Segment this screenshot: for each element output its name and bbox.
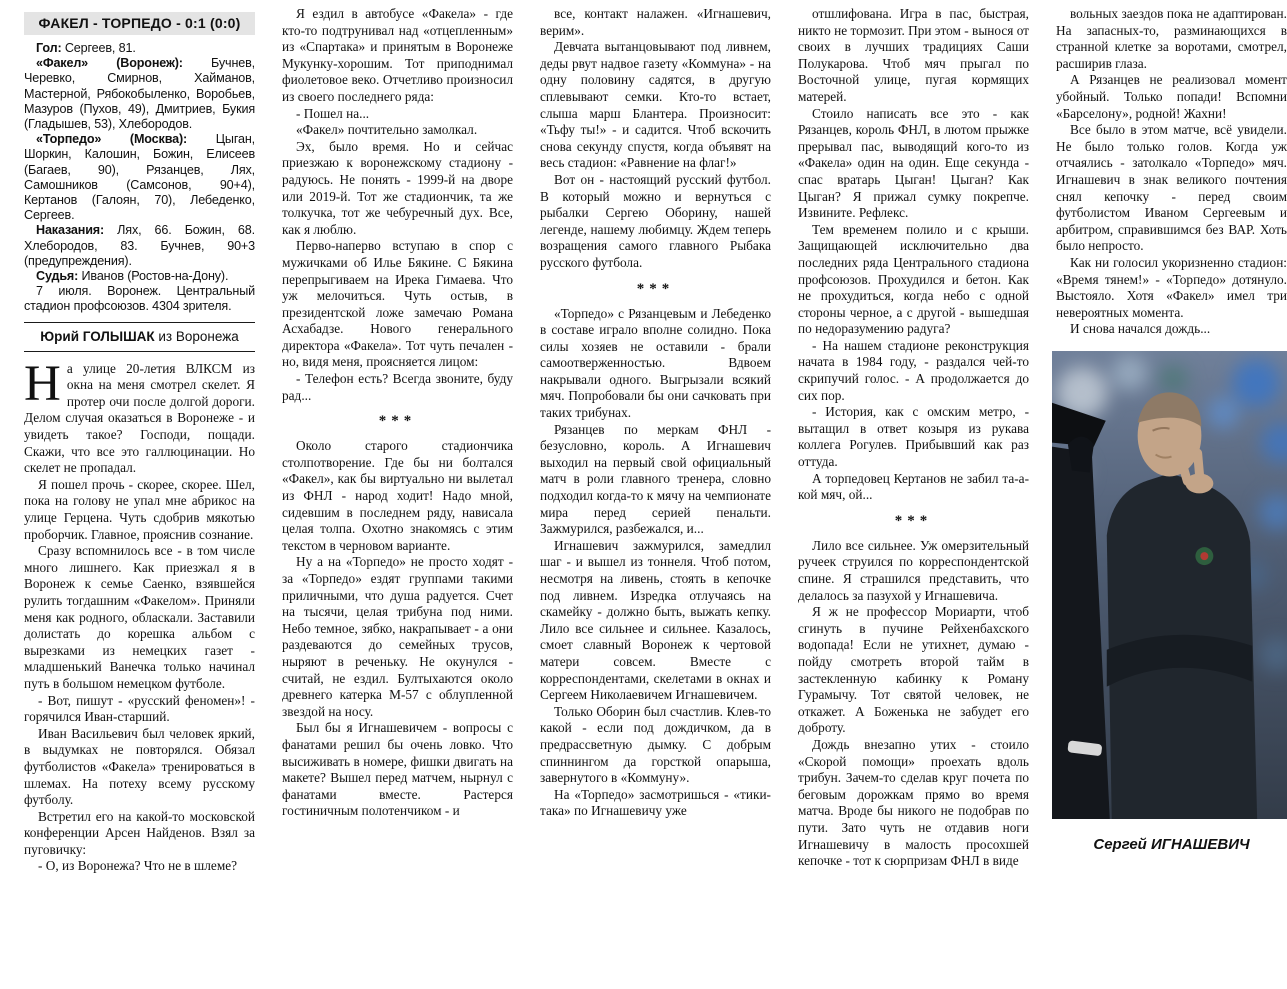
article-paragraph: На «Торпедо» засмотришься - «тики-така» по Игнашевичу уже: [540, 786, 771, 819]
article-paragraph: Сразу вспомнилось все - в том числе много лишнего. Как приезжал я в Воронеж к семье Саенко, взявшейся рулить тогдашним «Факелом». Приняли меня как родного, обласкали. Заставили долистать до корешка альбом с вырезками из немецких газет - младшенький Ванечка только начинал путь в большом немецком футболе.: [24, 543, 255, 691]
article-paragraph: - О, из Воронежа? Что не в шлеме?: [38, 858, 238, 874]
photo-caption: Сергей ИГНАШЕВИЧ: [1093, 835, 1250, 853]
article-paragraph: Был бы я Игнашевичем - вопросы с фанатами решил бы очень ловко. Что высиживать в номере, фишки двигать на макете? Вышел перед матчем, нырнул с фанатами вместе. Растерся гостиничным полотенчиком - и: [282, 720, 513, 819]
match-info-line: Наказания: Лях, 66. Божин, 68. Хлебородов, 83. Бучнев, 90+3 (предупреждения).: [24, 223, 255, 268]
article-paragraph: А торпедовец Кертанов не забил та-а-кой мяч, ой...: [798, 470, 1029, 503]
column-5-text: [1056, 6, 1287, 338]
article-paragraph: Около старого стадиончика столпотворение. Где бы ни болтался «Факел», как бы виртуально ни вылетал из ФНЛ - народ ходит! Надо мной, сидевшим в последнем ряду, нависала целая толпа. Охотно знакомясь с этим текстом в черновом варианте.: [282, 438, 513, 553]
article-paragraph: А Рязанцев не реализовал момент убойный. Только попади! Вспомни «Барселону», родной! Жахни!: [1056, 72, 1287, 121]
article-paragraph: Как ни голосил укоризненно стадион: «Время тянем!» - «Торпедо» дотянуло. Выстояло. Хотя «Факел» имел три невероятных момента.: [1056, 254, 1287, 320]
match-info-line: Судья: Иванов (Ростов-на-Дону).: [36, 269, 229, 284]
column-5: [1056, 0, 1287, 989]
column-4: [798, 0, 1029, 989]
article-paragraph: Рязанцев по меркам ФНЛ - безусловно, король. А Игнашевич выходил на первый свой официальный матч в роли главного тренера, словно подходил когда-то к мячу на чемпионате мира перед серией пенальти. Зажмурился, разбежался, и...: [540, 421, 771, 537]
article-paragraph: И снова начался дождь...: [1070, 321, 1211, 337]
article-paragraph: На улице 20-летия ВЛКСМ из окна на меня смотрел скелет. Я протер очи после долгой дороги. Делом случая оказаться в Воронеже - и увидеть такое? Господи, пощади. Скажи, что все это галлюцинации. Но скелет не пропадал.: [24, 355, 255, 476]
article-paragraph: Только Оборин был счастлив. Клев-то какой - если под дождичком, да в предрассветную дымку. С добрым спиннингом да горсткой опарыша, завернутого в «Коммуну».: [540, 703, 771, 786]
article-paragraph: Игнашевич зажмурился, замедлил шаг - и вышел из тоннеля. Чтоб потом, несмотря на ливень, стоять в кепочке под ливнем. Изредка отлучаясь на скамейку - должно быть, выжать кепку. Лило все сильнее и сильнее. Казалось, смоет славный Воронеж к чертовой матери совсем. Вместе с корреспондентами, скелетами в окнах и Сергеем Николаевичем Игнашевичем.: [540, 537, 771, 703]
article-paragraph: Стоило написать все это - как Рязанцев, король ФНЛ, в лютом прыжке прерывал пас, выводящий кого-то из «Факела» один на один. Еще секунда - спас вратарь Цыган! Цыган? Как Цыган? Я прижал сумку покрепче. Извините. Рефлекс.: [798, 105, 1029, 221]
byline-author: Юрий ГОЛЫШАК: [40, 328, 155, 344]
article-paragraph: отшлифована. Игра в пас, быстрая, никто не тормозит. При этом - вынося от своих в лучших традициях Саши Полукарова. Чтоб мяч прыгал по Восточной улице, пугая кормящих матерей.: [798, 6, 1029, 104]
drop-cap: Н: [24, 355, 61, 412]
article-paragraph: Встретил его на какой-то московской конференции Арсен Найденов. Взял за пуговичку:: [24, 808, 255, 857]
section-separator: ***: [636, 280, 675, 297]
article-paragraph: Ну а на «Торпедо» не просто ходят - за «Торпедо» ездят группами такими приличными, что душа радуется. Счет на тысячи, целая трибуна под ними. Небо темное, зябко, накрапывает - а они раздеваются до семейных трусов, ныряют в реченьку. Не окунулся - считай, не ездил. Бултыхаются около древнего катерка М-57 с облупленной звездой на носу.: [282, 554, 513, 719]
photo-ignashevich: [1052, 351, 1287, 819]
article-paragraph: - На нашем стадионе реконструкция начата в 1984 году, - раздался чей-то скрипучий голос. - А продолжается до сих пор.: [798, 337, 1029, 403]
match-info-line: «Торпедо» (Москва): Цыган, Шоркин, Калошин, Божин, Елисеев (Багаев, 90), Рязанцев, Лях, Самошников (Самсонов, 90+4), Кертанов (Галоян, 70), Лебеденко, Сергеев.: [24, 132, 255, 223]
column-3-text: [540, 6, 771, 820]
article-paragraph: «Факел» почтительно замолкал.: [296, 122, 478, 138]
column-1: [24, 0, 255, 989]
article-paragraph: Девчата вытанцовывают под ливнем, деды рвут надвое газету «Коммуна» - на одну половину садятся, в другую сплевывают семки. Кто-то встает, слыша марш Блантера. Произносит: «Тьфу ты!» - и садится. Чтоб вскочить снова секунду спустя, когда объявят на весь стадион: «Равнение на флаг!»: [540, 39, 771, 171]
article-paragraph: Дождь внезапно утих - стоило «Скорой помощи» проехать вдоль трибун. Зачем-то сделав круг почета по беговым дорожкам прямо во время матча. Вроде бы никого не подобрав по пути. Зато чуть не отдавив ноги Игнашевичу в малость просохшей кепочке - тот к сюрпризам ФНЛ в виде: [798, 736, 1029, 869]
article-paragraph: Все было в этом матче, всё увидели. Не было только голов. Когда уж отчаялись - затолкало «Торпедо» мяч. Игнашевич в знак великого почтения снял кепочку - перед своим футболистом Иваном Сергеевым и арбитром, справившимся без ВАР. Хоть было непросто.: [1056, 122, 1287, 254]
article-paragraph: Эх, было время. Но и сейчас приезжаю к воронежскому стадиону - радуюсь. Не понять - 1999-й на дворе или 2019-й. Тот же стадиончик, та же толкучка, тот же чебуречный дух. Все, как я люблю.: [282, 138, 513, 237]
match-score-header: ФАКЕЛ - ТОРПЕДО - 0:1 (0:0): [24, 12, 255, 35]
article-paragraph: - История, как с омским метро, - вытащил в ответ козыря из рукава коллега Рогулев. Прибывший как раз оттуда.: [798, 404, 1029, 470]
article-paragraph: Тем временем полило и с крыши. Защищающей исключительно два последних ряда Центрального стадиона профсоюзов. Прохудился и бетон. Как не прохудиться, когда небо с одной стороны черное, а с другой - вышедшая по недоразумению радуга?: [798, 221, 1029, 337]
article-paragraph: - Телефон есть? Всегда звоните, буду рад...: [282, 371, 513, 403]
article-paragraph: Я ездил в автобусе «Факела» - где кто-то подтрунивал над «отцепленным» из «Спартака» и принятым в Воронеже Мукунку-хорошим. Тот приподнимал фиолетовое веко. Отчетливо произносил из своего последнего ряда:: [282, 6, 513, 104]
match-info-line: Гол: Сергеев, 81.: [36, 41, 136, 55]
article-paragraph: Перво-наперво вступаю в спор с мужичками об Илье Бякине. С Бякина перепрыгиваем на Ирека Гимаева. Что уж мелочиться. Чуть остыв, в президентской ложе замечаю Романа Асхабадзе. Нового генерального директора «Факела». Тот чуть печален - но, видя меня, проясняется лицом:: [282, 238, 513, 370]
column-1-text: [24, 355, 255, 875]
column-4-text: [798, 6, 1029, 870]
article-paragraph: все, контакт налажен. «Игнашевич, верим».: [540, 6, 771, 38]
article-paragraph: Я ж не профессор Мориарти, чтоб сгинуть в пучине Рейхенбахского водопада! Если не утихнет, думаю - пойду смотреть второй тайм в застекленную кабинку к Роману Гурамычу. Тот святой человек, не откажет. А Боженька не забудет его доброту.: [798, 604, 1029, 736]
column-2-text: [282, 6, 513, 820]
match-info-line: 7 июля. Воронеж. Центральный стадион профсоюзов. 4304 зрителя.: [24, 284, 255, 314]
match-info-line: «Факел» (Воронеж): Бучнев, Черевко, Смирнов, Хайманов, Мастерной, Рябокобыленко, Воробьев, Мазуров (Пухов, 49), Дмитриев, Букия (Гладышев, 53), Хлебородов.: [24, 56, 256, 132]
match-info: [24, 41, 255, 315]
column-3: [540, 0, 771, 989]
section-separator: ***: [894, 512, 933, 529]
article-paragraph: - Вот, пишут - «русский феномен»! - горячился Иван-старший.: [24, 692, 255, 725]
article-paragraph: вольных заездов пока не адаптирован. На запасных-то, разминающихся в странной клетке за воротами, смотрел, расширив глаза.: [1056, 6, 1287, 71]
byline: [24, 322, 255, 352]
article-paragraph: Лило все сильнее. Уж омерзительный ручеек струился по корреспондентской спине. Я страшился представить, что делалось за пазухой у Игнашевича.: [798, 537, 1029, 603]
article-paragraph: Вот он - настоящий русский футбол. В который можно и вернуться с рыбалки Сергею Оборину, нашей легенде, нашему любимцу. Ждем теперь возращения самого главного Рыбака русского футбола.: [540, 171, 771, 270]
article-paragraph: Иван Васильевич был человек яркий, в выдумках не повторялся. Обязал футболистов «Факела» тренироваться в шлемах. На потеху всему русскому футболу.: [24, 725, 255, 808]
article-paragraph: «Торпедо» с Рязанцевым и Лебеденко в составе играло вполне солидно. Пока силы хозяев не оставили - брали самоотверженностью. Вдвоем накрывали одного. Выгрызали всякий мяч. Попробовали бы они сачковать при таких трибунах.: [540, 305, 771, 421]
article-paragraph: Я пошел прочь - скорее, скорее. Шел, пока на голову не упал мне абрикос на улице Герцена. Чуть сдобрив мякотью проборчик. Главное, прояснив сознание.: [24, 476, 255, 542]
column-2: [282, 0, 513, 989]
byline-location: из Воронежа: [154, 328, 239, 344]
article-paragraph: - Пошел на...: [296, 105, 370, 121]
section-separator: ***: [378, 413, 417, 430]
